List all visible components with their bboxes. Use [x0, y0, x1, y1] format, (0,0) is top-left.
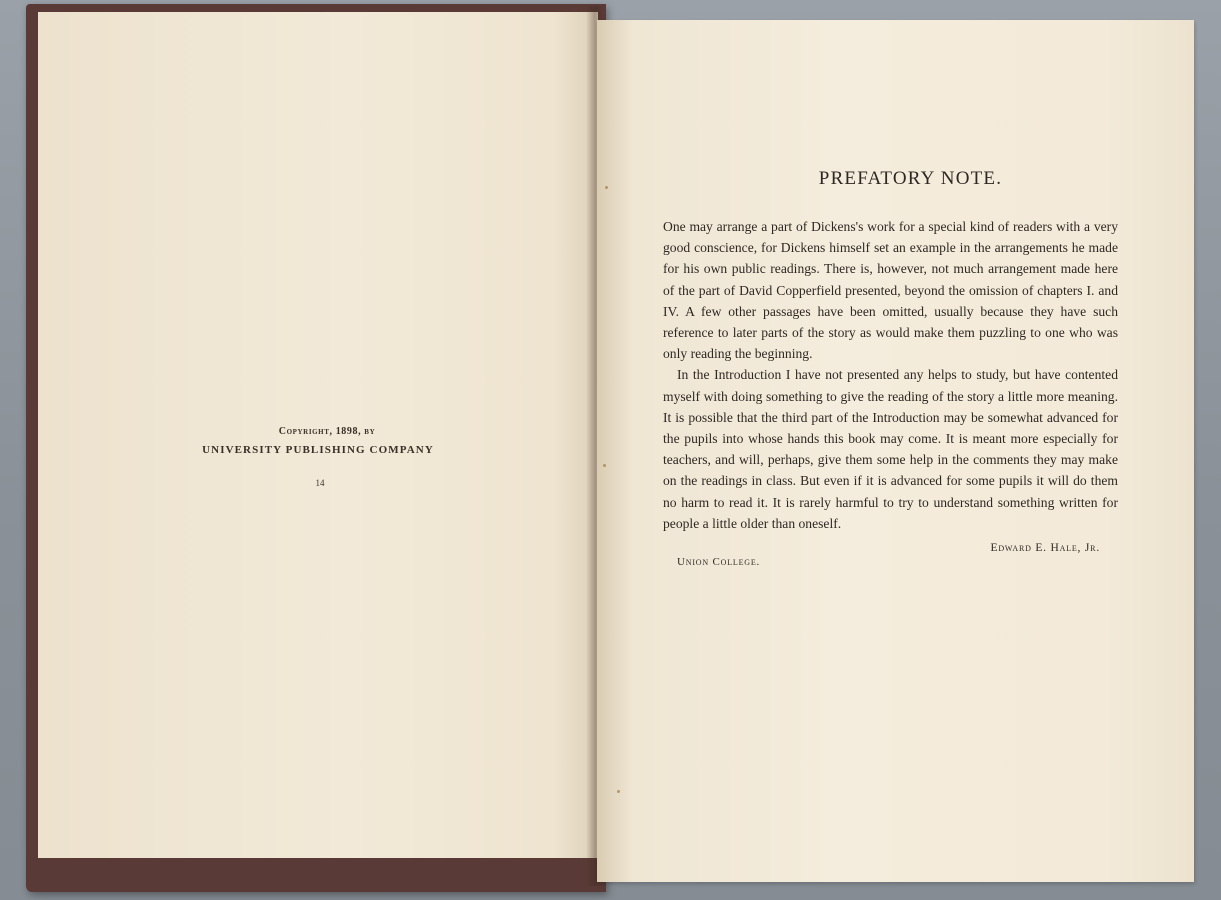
prefatory-note	[663, 168, 1118, 568]
paper-speck	[617, 790, 620, 793]
paper-speck	[603, 464, 606, 467]
left-page	[38, 12, 598, 858]
publisher-name: UNIVERSITY PUBLISHING COMPANY	[202, 444, 434, 456]
paragraph-2: In the Introduction I have not presented any helps to study, but have contented myself with doing something to give the reading of the story a little more meaning. It is possible that the third part of the Introduction may be somewhat advanced for the pupils into whose hands this book may come. It is meant more especially for teachers, and will, perhaps, give them some help in the comments they may make on the readings in class. But even if it is advanced for some pupils it will do them no harm to read it. It is rarely harmful to try to understand something written for people a little older than oneself.	[663, 367, 1118, 531]
paragraph-1: One may arrange a part of Dickens's work for a special kind of readers with a very good conscience, for Dickens himself set an example in the arrangements he made for his own public readings. There is, however, not much arrangement made here of the part of David Copperfield presented, beyond the omission of chapters I. and IV. A few other passages have been omitted, usually because they have such reference to later parts of the story as would make them puzzling to one who was only reading the beginning.	[663, 219, 1118, 362]
author-signature: Edward E. Hale, Jr.	[990, 542, 1100, 555]
right-page	[597, 20, 1194, 882]
signature-place: Union College.	[677, 556, 761, 569]
copyright-notice	[38, 426, 598, 488]
printing-number: 14	[315, 478, 325, 488]
paper-speck	[605, 186, 608, 189]
copyright-line: Copyright, 1898, by	[278, 426, 376, 437]
page-title: PREFATORY NOTE.	[818, 168, 1003, 189]
